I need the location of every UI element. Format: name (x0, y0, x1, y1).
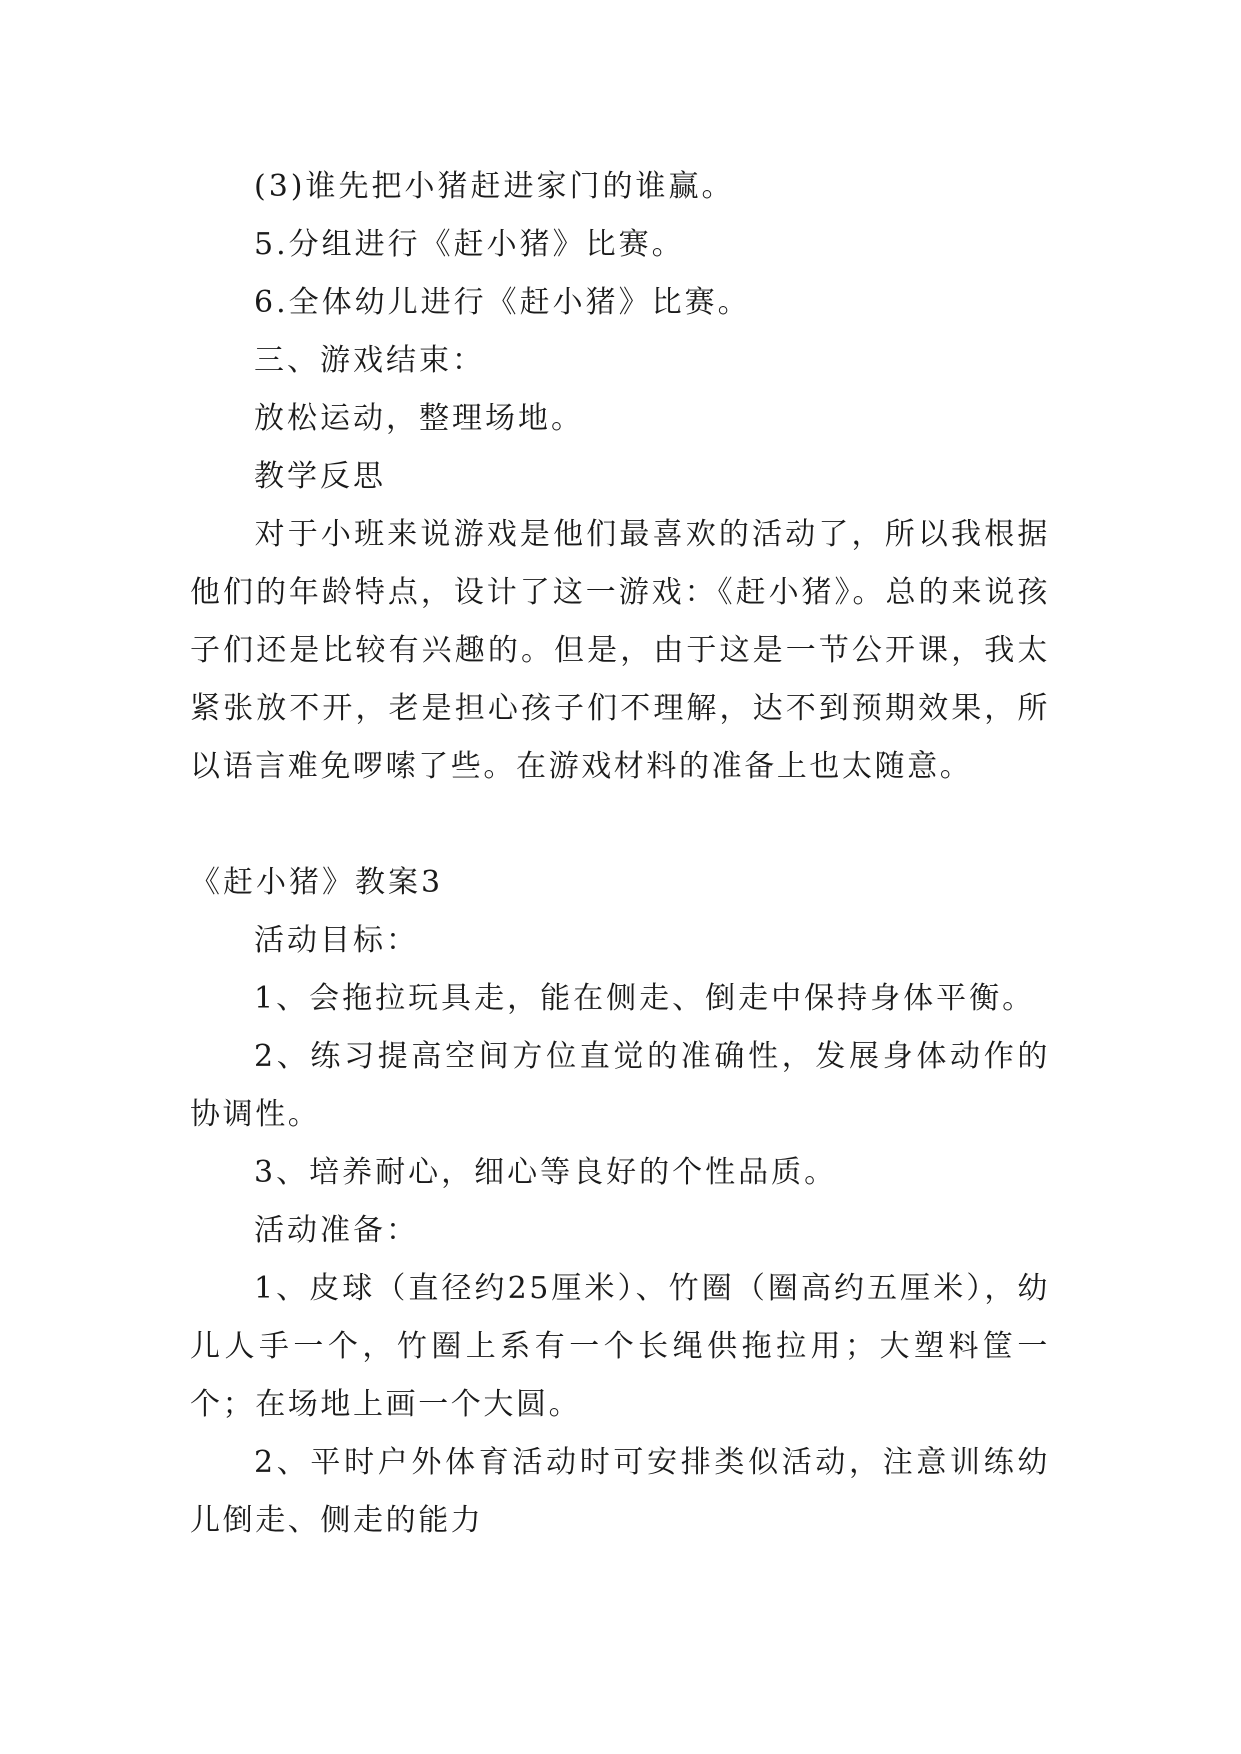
rule-3-text: (3)谁先把小猪赶进家门的谁赢。 (254, 169, 735, 204)
goal-2-paragraph (190, 1028, 1050, 1144)
goals-heading: 活动目标： (254, 923, 419, 958)
page-content (190, 158, 1050, 1550)
reflection-paragraph (190, 506, 1050, 796)
section-gap (190, 796, 1050, 854)
step-6-text: 6.全体幼儿进行《赶小猪》比赛。 (254, 285, 751, 320)
goal-1: 1、会拖拉玩具走，能在侧走、倒走中保持身体平衡。 (254, 981, 1036, 1016)
prep-1-paragraph (190, 1260, 1050, 1434)
goal-3: 3、培养耐心，细心等良好的个性品质。 (254, 1155, 838, 1190)
prep-2: 2、平时户外体育活动时可安排类似活动，注意训练幼儿倒走、侧走的能力 (190, 1445, 1050, 1538)
game-end-heading: 三、游戏结束： (254, 343, 485, 378)
goal-2: 2、练习提高空间方位直觉的准确性，发展身体动作的协调性。 (190, 1039, 1050, 1132)
prep-2-paragraph (190, 1434, 1050, 1550)
game-end-text: 放松运动，整理场地。 (254, 401, 584, 436)
reflection-text: 对于小班来说游戏是他们最喜欢的活动了，所以我根据他们的年龄特点，设计了这一游戏：《赶小猪》。总的来说孩子们还是比较有兴趣的。但是，由于这是一节公开课，我太紧张放不开，老是担心孩子们不理解，达不到预期效果，所以语言难免啰嗦了些。在游戏材料的准备上也太随意。 (190, 517, 1050, 784)
section-3-title: 《赶小猪》教案3 (190, 865, 444, 900)
prep-1: 1、皮球（直径约25厘米）、竹圈（圈高约五厘米），幼儿人手一个，竹圈上系有一个长绳供拖拉用；大塑料筐一个；在场地上画一个大圆。 (190, 1271, 1050, 1422)
prep-heading: 活动准备： (254, 1213, 419, 1248)
reflection-heading: 教学反思 (254, 459, 386, 494)
step-5-text: 5.分组进行《赶小猪》比赛。 (254, 227, 685, 262)
